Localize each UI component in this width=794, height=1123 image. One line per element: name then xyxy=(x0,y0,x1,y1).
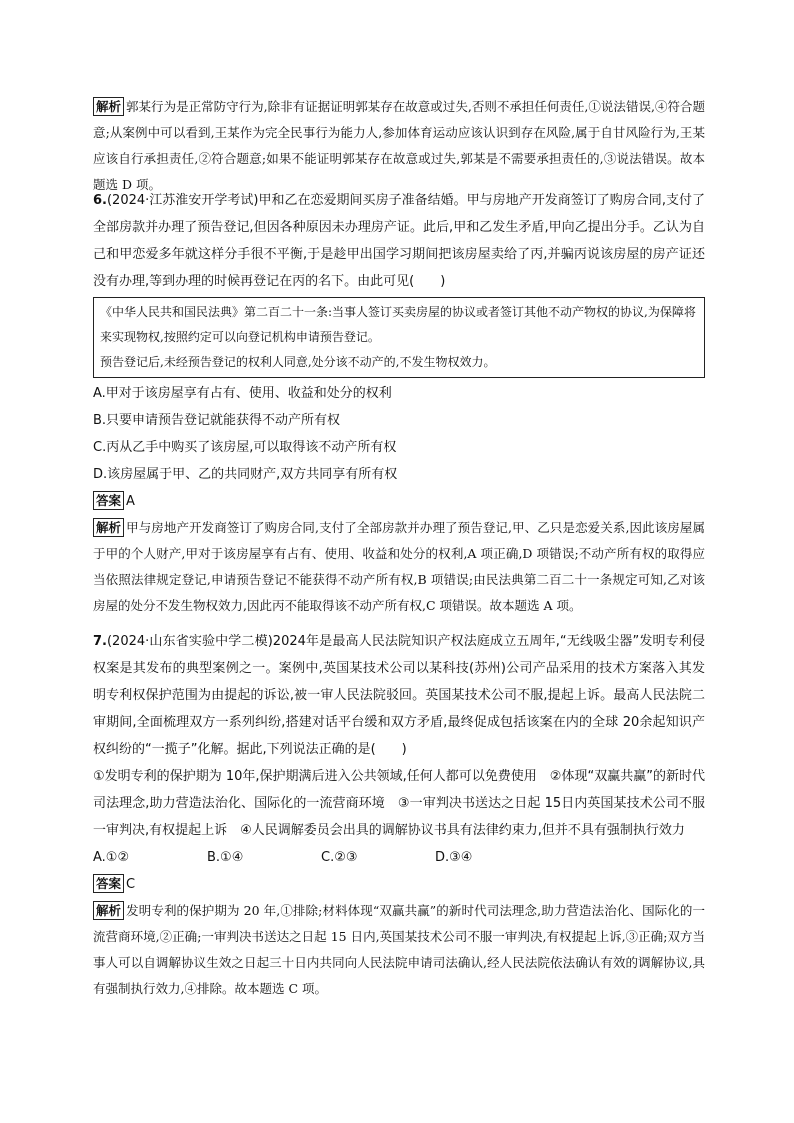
q6-option-b: B.只要申请预告登记就能获得不动产所有权 xyxy=(93,413,341,428)
answer-tag: 答案 xyxy=(93,874,124,893)
question-7 xyxy=(93,628,705,1002)
q6-option-a: A.甲对于该房屋享有占有、使用、收益和处分的权利 xyxy=(93,386,392,401)
q6-answer xyxy=(93,488,705,515)
q7-analysis-paragraph xyxy=(93,898,705,1002)
q6-stem-paragraph xyxy=(93,187,705,295)
q6-source: (2024·江苏淮安开学考试) xyxy=(106,193,259,208)
q6-law-line-2: 预告登记后,未经预告登记的权利人同意,处分该不动产的,不发生物权效力。 xyxy=(100,355,496,369)
q7-option-d: D.③④ xyxy=(435,850,473,865)
q6-option-c: C.丙从乙手中购买了该房屋,可以取得该不动产所有权 xyxy=(93,440,397,455)
q6-analysis-paragraph xyxy=(93,515,705,619)
answer-tag: 答案 xyxy=(93,491,124,510)
q5-analysis-text: 郭某行为是正常防守行为,除非有证据证明郭某存在故意或过失,否则不承担任何责任,①说法错误,④符合题意;从案例中可以看到,王某作为完全民事行为能力人,参加体育运动应该认识到存在风险,属于自甘风险行为,王某应该自行承担责任,②符合题意;如果不能证明郭某存在故意或过失,郭某是不需要承担责任的,③说法错误。故本题选 D 项。 xyxy=(93,99,705,192)
q6-answer-value: A xyxy=(126,494,135,509)
q7-answer xyxy=(93,871,705,898)
q7-option-a: A.①② xyxy=(93,850,130,865)
q7-answer-value: C xyxy=(126,877,136,892)
q7-option-c: C.②③ xyxy=(321,850,358,865)
q7-option-b: B.①④ xyxy=(207,850,244,865)
q5-analysis xyxy=(93,94,705,198)
q6-law-line-1: 《中华人民共和国民法典》第二百二十一条:当事人签订买卖房屋的协议或者签订其他不动产物权的协议,为保障将来实现物权,按照约定可以向登记机构申请预告登记。 xyxy=(100,305,696,344)
analysis-tag: 解析 xyxy=(93,518,124,537)
analysis-tag: 解析 xyxy=(93,97,124,116)
q7-stem-paragraph xyxy=(93,628,705,763)
q6-options xyxy=(93,380,705,488)
question-6 xyxy=(93,187,705,619)
q5-analysis-paragraph xyxy=(93,94,705,198)
analysis-tag: 解析 xyxy=(93,901,124,920)
q6-option-d: D.该房屋属于甲、乙的共同财产,双方共同享有所有权 xyxy=(93,467,398,482)
q7-statements: ①发明专利的保护期为 10年,保护期满后进入公共领域,任何人都可以免费使用 ②体现“双赢共赢”的新时代司法理念,助力营造法治化、国际化的一流营商环境 ③一审判决书送达之日起 15日内英国某技术公司不服一审判决,有权提起上诉 ④人民调解委员会出具的调解协议书具有法律约束力,但并不具有强制执行效力 xyxy=(93,769,705,838)
q6-analysis-text: 甲与房地产开发商签订了购房合同,支付了全部房款并办理了预告登记,甲、乙只是恋爱关系,因此该房屋属于甲的个人财产,甲对于该房屋享有占有、使用、收益和处分的权利,A 项正确,D 项错误;不动产所有权的取得应当依照法律规定登记,申请预告登记不能获得不动产所有权,B 项错误;由民法典第二百二十一条规定可知,乙对该房屋的处分不发生物权效力,因此丙不能取得该不动产所有权,C 项错误。故本题选 A 项。 xyxy=(93,520,705,613)
q7-number: 7. xyxy=(93,634,107,649)
q6-law-box xyxy=(93,297,705,378)
q7-analysis-text: 发明专利的保护期为 20 年,①排除;材料体现“双赢共赢”的新时代司法理念,助力营造法治化、国际化的一流营商环境,②正确;一审判决书送达之日起 15 日内,英国某技术公司不服一审判决,有权提起上诉,③正确;双方当事人可以自调解协议生效之日起三十日内共同向人民法院申请司法确认,经人民法院依法确认有效的调解协议,具有强制执行效力,④排除。故本题选 C 项。 xyxy=(93,903,705,996)
q7-source: (2024·山东省实验中学二模) xyxy=(106,634,273,649)
q7-options xyxy=(93,844,705,871)
q6-stem: 甲和乙在恋爱期间买房子准备结婚。甲与房地产开发商签订了购房合同,支付了全部房款并办理了预告登记,但因各种原因未办理房产证。此后,甲和乙发生矛盾,甲向乙提出分手。乙认为自己和甲恋爱多年就这样分手很不平衡,于是趁甲出国学习期间把该房屋卖给了丙,并骗丙说该房屋的房产证还没有办理,等到办理的时候再登记在丙的名下。由此可见( ) xyxy=(93,193,705,289)
q7-stem: 2024年是最高人民法院知识产权法庭成立五周年,“无线吸尘器”发明专利侵权案是其发布的典型案例之一。案例中,英国某技术公司以某科技(苏州)公司产品采用的技术方案落入其发明专利权保护范围为由提起的诉讼,被一审人民法院驳回。英国某技术公司不服,提起上诉。最高人民法院二审期间,全面梳理双方一系列纠纷,搭建对话平台缓和双方矛盾,最终促成包括该案在内的全球 20余起知识产权纠纷的“一揽子”化解。据此,下列说法正确的是( ) xyxy=(93,634,705,757)
q6-number: 6. xyxy=(93,193,107,208)
